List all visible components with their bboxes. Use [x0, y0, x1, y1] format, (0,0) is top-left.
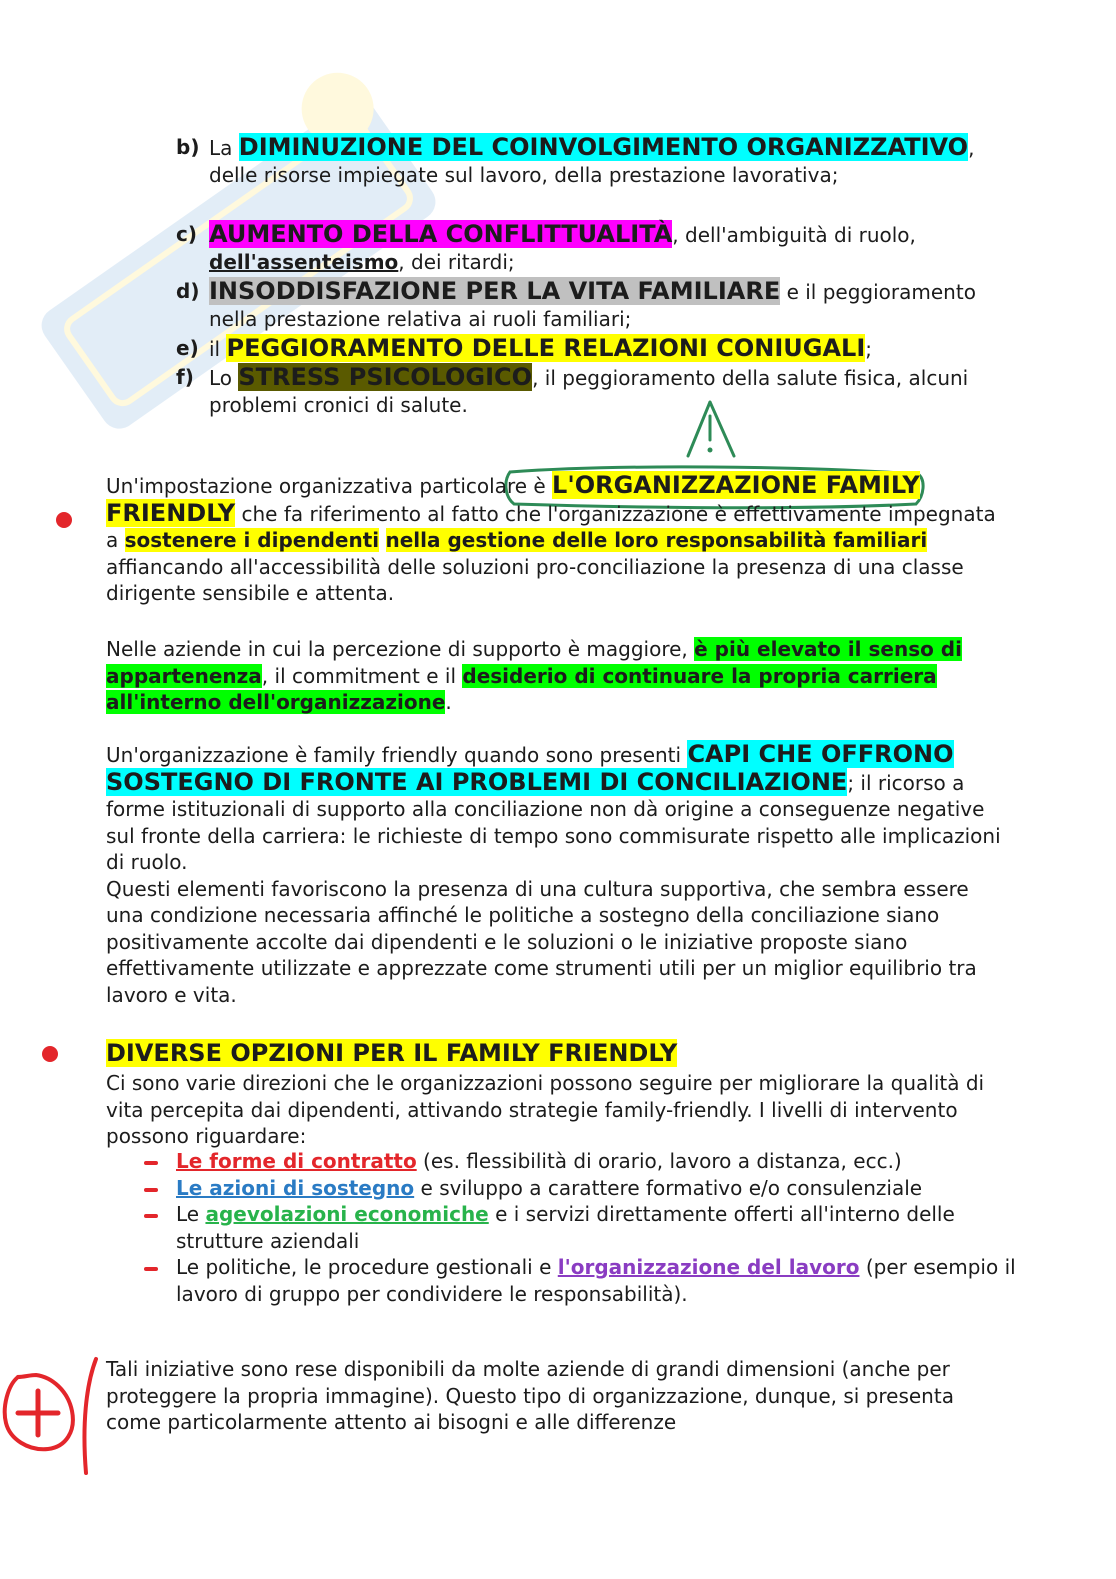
list-label: b) — [176, 135, 200, 159]
list-item-f: f) Lo STRESS PSICOLOGICO, il peggioramento della salute fisica, alcuni problemi cronici di salute. — [176, 363, 969, 417]
highlight-gray: INSODDISFAZIONE PER LA VITA FAMILIARE — [209, 277, 781, 305]
link-azioni-sostegno[interactable]: Le azioni di sostegno — [176, 1175, 415, 1200]
list-label: c) — [176, 222, 197, 246]
highlight-olive: STRESS PSICOLOGICO — [238, 363, 533, 391]
list-label: d) — [176, 279, 200, 303]
link-organizzazione-lavoro[interactable]: l'organizzazione del lavoro — [557, 1255, 860, 1279]
highlight-yellow: nella gestione delle loro responsabilità familiari — [385, 528, 928, 552]
bullet-dot-red — [42, 1046, 58, 1062]
list-item-b: b) La DIMINUZIONE DEL COINVOLGIMENTO ORGANIZZATIVO, delle risorse impiegate sul lavoro, della prestazione lavorativa; — [176, 133, 975, 187]
bullet-dot-red — [56, 512, 72, 528]
section-intro: Ci sono varie direzioni che le organizzazioni possono seguire per migliorare la qualità di vita percepita dai dipendenti, attivando strategie family-friendly. I livelli di intervento possono riguardare: — [106, 1071, 985, 1148]
list-item: Le politiche, le procedure gestionali e l'organizzazione del lavoro (per esempio il lavoro di gruppo per condividere le responsabilità). — [176, 1254, 1036, 1307]
paragraph-iniziative: Tali iniziative sono rese disponibili da molte aziende di grandi dimensioni (anche per proteggere la propria immagine). Questo tipo di organizzazione, dunque, si presenta come particolarmente attento ai bisogni e alle differenze — [106, 1357, 954, 1434]
paragraph-capi: Un'organizzazione è family friendly quando sono presenti CAPI CHE OFFRONO SOSTEGNO DI FRONTE AI PROBLEMI DI CONCILIAZIONE; il ricorso a forme istituzionali di supporto alla conciliazione non dà origine a conseguenze negative sul fronte della carriera: le richieste di tempo sono commisurate rispetto alle implicazioni di ruolo. Questi elementi favoriscono la presenza di una cultura supportiva, che sembra essere una condizione necessaria affinché le politiche a sostegno della conciliazione siano positivamente accolte dai dipendenti e le soluzioni o le iniziative proposte siano effettivamente utilizzate e apprezzate come strumenti utili per un miglior equilibrio tra lavoro e vita. — [106, 740, 1001, 1007]
list-item: Le agevolazioni economiche e i servizi direttamente offerti all'interno delle strutture aziendali — [176, 1201, 1036, 1254]
list-label: f) — [176, 365, 194, 389]
paragraph-supporto: Nelle aziende in cui la percezione di supporto è maggiore, è più elevato il senso di appartenenza, il commitment e il desiderio di continuare la propria carriera all'interno dell'organizzazione. — [106, 637, 962, 714]
paragraph-family-friendly: Un'impostazione organizzativa particolare è L'ORGANIZZAZIONE FAMILY FRIENDLY che fa riferimento al fatto che l'organizzazione è effettivamente impegnata a sostenere i dipendenti nella gestione delle loro responsabilità familiari affiancando all'accessibilità delle soluzioni pro-conciliazione la presenza di una classe dirigente sensibile e attenta. — [106, 471, 996, 605]
plus-annotation-icon — [0, 1355, 100, 1480]
dash-marker — [144, 1214, 158, 1218]
dash-marker — [144, 1161, 158, 1165]
highlight-yellow: PEGGIORAMENTO DELLE RELAZIONI CONIUGALI — [226, 334, 866, 362]
list-item-e: e) il PEGGIORAMENTO DELLE RELAZIONI CONIUGALI; — [176, 334, 873, 362]
list-item: Le azioni di sostegno e sviluppo a carattere formativo e/o consulenziale — [176, 1175, 1036, 1202]
highlight-cyan: CAPI CHE OFFRONO SOSTEGNO DI FRONTE AI PROBLEMI DI CONCILIAZIONE — [106, 740, 954, 796]
list-item-c: c) AUMENTO DELLA CONFLITTUALITÀ, dell'ambiguità di ruolo, dell'assenteismo, dei ritardi; — [176, 220, 916, 274]
highlight-yellow: L'ORGANIZZAZIONE FAMILY FRIENDLY — [106, 471, 920, 527]
list-label: e) — [176, 336, 199, 360]
link-agevolazioni-economiche[interactable]: agevolazioni economiche — [205, 1202, 489, 1226]
highlight-yellow: sostenere i dipendenti — [124, 528, 380, 552]
highlight-green: desiderio di continuare la propria carriera all'interno dell'organizzazione — [106, 663, 937, 714]
highlight-green: è più elevato il senso di appartenenza — [106, 637, 962, 688]
highlight-magenta: AUMENTO DELLA CONFLITTUALITÀ — [209, 220, 673, 248]
highlight-yellow: DIVERSE OPZIONI PER IL FAMILY FRIENDLY — [106, 1039, 678, 1067]
dash-marker — [144, 1188, 158, 1192]
section-heading — [106, 1040, 677, 1068]
intervention-levels-list — [176, 1148, 1036, 1307]
warning-sign-icon — [680, 398, 740, 464]
dash-marker — [144, 1267, 158, 1271]
list-item-d: d) INSODDISFAZIONE PER LA VITA FAMILIARE e il peggioramento nella prestazione relativa ai ruoli familiari; — [176, 277, 976, 331]
link-forme-contratto[interactable]: Le forme di contratto — [176, 1149, 417, 1173]
highlight-cyan: DIMINUZIONE DEL COINVOLGIMENTO ORGANIZZATIVO — [238, 133, 969, 161]
list-item: Le forme di contratto (es. flessibilità di orario, lavoro a distanza, ecc.) — [176, 1148, 1036, 1175]
